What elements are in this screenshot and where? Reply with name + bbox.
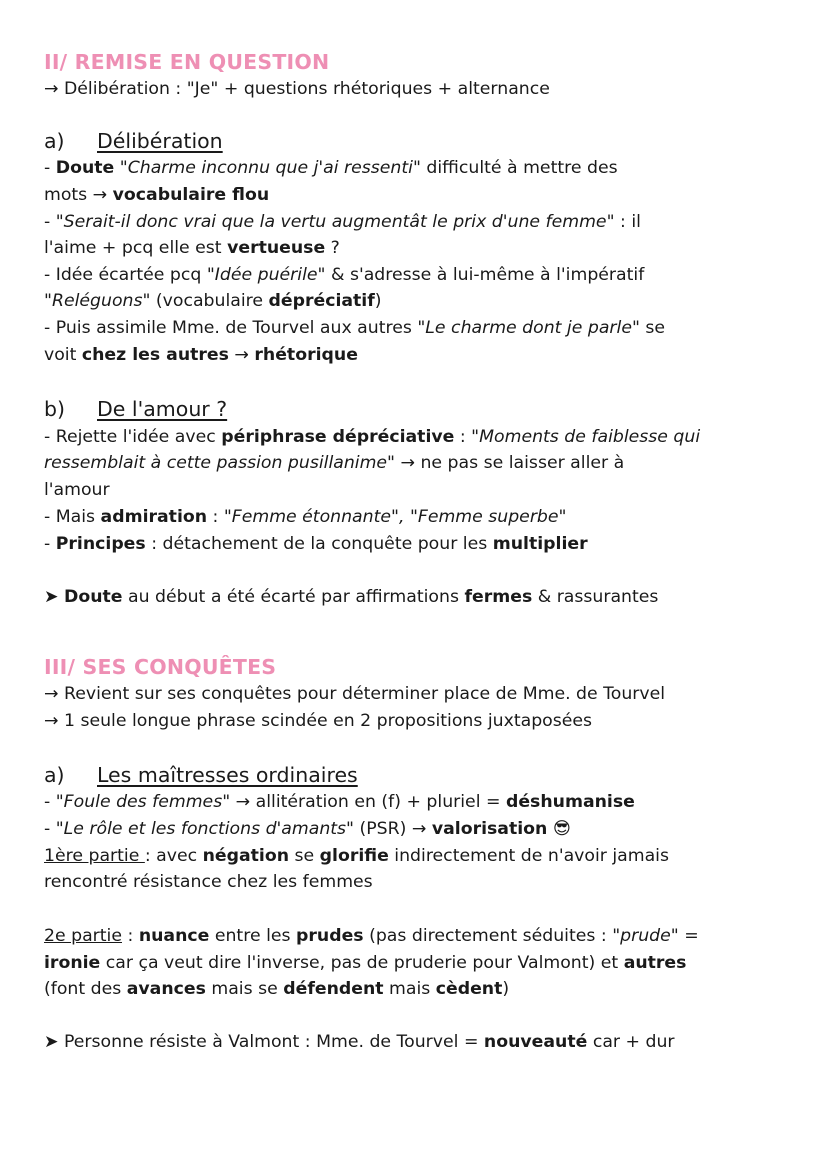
text-run: : il [614,212,641,232]
quote-run: "Idée puérile" [206,265,326,285]
text-run: l'aime + pcq elle est [44,238,228,258]
text-run: ) [502,979,510,999]
section-heading-ses-conquetes [44,655,798,679]
quote-run: "Charme inconnu que j'ai ressenti" [119,158,421,178]
bold-run: Principes [55,534,146,554]
text-line [44,424,798,451]
quote-run: "Femme étonnante", "Femme superbe" [223,507,567,527]
subsection-heading-de-l-amour [44,395,798,423]
quote-run: "Le rôle et les fonctions d'amants" [55,819,354,839]
bold-run: multiplier [492,534,588,554]
section-intro [44,76,798,103]
quote-run: "Serait-il donc vrai que la vertu augmentât le prix d'une femme" [55,212,615,232]
text-line [44,155,798,182]
bold-run: chez les autres [81,345,229,365]
text-run: ) [374,291,382,311]
text-run: - Puis assimile Mme. de Tourvel aux autres [44,318,418,338]
text-run: ? [325,238,340,258]
subsection-heading-maitresses [44,761,798,789]
underlined-run: 1ère partie [44,846,145,866]
text-run: - Rejette l'idée avec [44,427,222,447]
text-run: - [44,792,56,812]
text-line [44,315,798,342]
arrow-bullet: ➤ [44,587,64,607]
text-run: - Mais [44,507,101,527]
text-run: : avec [144,846,203,866]
bold-run: valorisation [431,819,548,839]
text-run: : [122,926,139,946]
text-run: difficulté à mettre des [420,158,618,178]
text-line [44,923,798,950]
text-run: → [228,345,255,365]
bold-run: ironie [44,953,101,973]
text-run: mots → [44,185,113,205]
subsection-label: a) [44,763,65,787]
text-run: - Idée écartée pcq [44,265,207,285]
intro-text: → Revient sur ses conquêtes pour déterminer place de Mme. de Tourvel [44,684,666,704]
bold-run: fermes [464,587,533,607]
sunglasses-emoji-icon: 😎 [547,819,571,839]
text-run: = [678,926,699,946]
text-run: mais se [205,979,284,999]
bold-run: Doute [63,587,123,607]
text-run: (vocabulaire [150,291,269,311]
text-run: - [44,158,56,178]
section-conclusion [44,1029,798,1056]
text-run: → allitération en (f) + pluriel = [230,792,506,812]
text-line [44,504,798,531]
quote-run: "Le charme dont je parle" [417,318,640,338]
section-heading-text: II/ REMISE EN QUESTION [44,50,330,74]
text-line [44,342,798,369]
subsection-label: a) [44,129,65,153]
text-run: : détachement de la conquête pour les [145,534,493,554]
subsection-title: Délibération [97,129,223,153]
text-line [44,288,798,315]
bold-run: vertueuse [227,238,326,258]
section-heading-text: III/ SES CONQUÊTES [44,655,277,679]
text-line [44,209,798,236]
text-line [44,843,798,870]
bold-run: dépréciatif [268,291,375,311]
bold-run: Doute [55,158,115,178]
text-run: - [44,212,56,232]
text-run: → ne pas se laisser aller à [395,453,625,473]
subsection-label: b) [44,397,66,421]
text-run: : [454,427,472,447]
text-run: l'amour [44,480,110,500]
section-heading-remise-en-question [44,50,798,74]
text-run: (font des [44,979,127,999]
text-line [44,976,798,1003]
bold-run: prudes [296,926,364,946]
bold-run: vocabulaire flou [112,185,270,205]
text-run: ➤ Personne résiste à Valmont : Mme. de Tourvel = [44,1032,484,1052]
subsection-heading-deliberation [44,127,798,155]
text-run: car ça veut dire l'inverse, pas de pruderie pour Valmont) et [100,953,624,973]
text-line [44,450,798,477]
quote-run: "Reléguons" [44,291,151,311]
text-line [44,950,798,977]
quote-run: "prude" [612,926,679,946]
quote-run: "Moments de faiblesse qui [471,427,701,447]
text-run: mais [383,979,436,999]
bold-run: cèdent [435,979,503,999]
text-run: se [639,318,666,338]
bold-run: nouveauté [483,1032,588,1052]
text-run: entre les [209,926,296,946]
text-run: se [289,846,320,866]
text-line [44,531,798,558]
bold-run: négation [202,846,290,866]
bold-run: rhétorique [254,345,358,365]
underlined-run: 2e partie [44,926,122,946]
bold-run: avances [126,979,206,999]
bold-run: défendent [283,979,384,999]
section-intro [44,681,798,708]
section-intro [44,708,798,735]
bold-run: glorifie [319,846,389,866]
text-run: - [44,534,56,554]
intro-text: → Délibération : "Je" + questions rhétoriques + alternance [44,79,550,99]
bold-run: déshumanise [505,792,635,812]
quote-run: ressemblait à cette passion pusillanime" [44,453,396,473]
bold-run: nuance [138,926,210,946]
text-line [44,262,798,289]
text-run: & rassurantes [532,587,659,607]
text-line [44,182,798,209]
quote-run: "Foule des femmes" [55,792,231,812]
text-run: voit [44,345,82,365]
text-line [44,816,798,843]
bold-run: autres [623,953,687,973]
subsection-title: De l'amour ? [97,397,228,421]
text-line [44,235,798,262]
text-run: au début a été écarté par affirmations [122,587,465,607]
text-line [44,477,798,504]
text-run: (pas directement séduites : [363,926,613,946]
text-line [44,869,798,896]
intro-text: → 1 seule longue phrase scindée en 2 propositions juxtaposées [44,711,593,731]
section-conclusion [44,584,798,611]
subsection-title: Les maîtresses ordinaires [97,763,358,787]
text-line [44,789,798,816]
text-run: & s'adresse à lui-même à l'impératif [325,265,645,285]
bold-run: périphrase dépréciative [221,427,455,447]
text-run: (PSR) → [354,819,432,839]
text-run: indirectement de n'avoir jamais [388,846,669,866]
text-run: - [44,819,56,839]
text-run: rencontré résistance chez les femmes [44,872,373,892]
text-run: car + dur [587,1032,675,1052]
text-run: : [207,507,224,527]
bold-run: admiration [100,507,208,527]
